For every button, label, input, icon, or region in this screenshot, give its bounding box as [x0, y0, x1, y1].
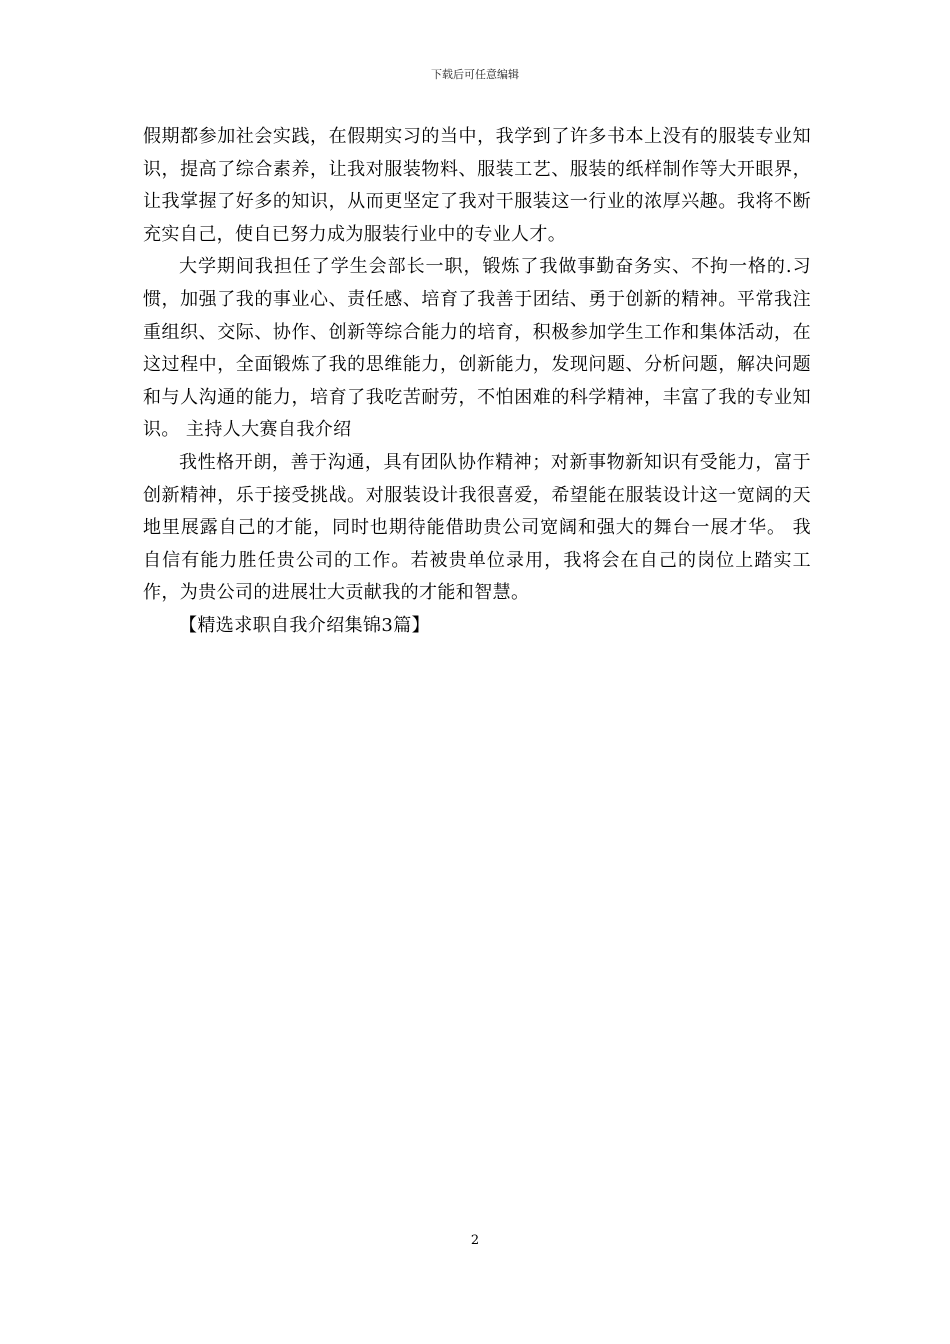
- paragraph-personality: 我性格开朗，善于沟通，具有团队协作精神；对新事物新知识有受能力，富于创新精神，乐于接受挑战。对服装设计我很喜爱，希望能在服装设计这一宽阔的天地里展露自己的才能，同时也期待能借助贵公司宽阔和强大的舞台一展才华。 我自信有能力胜任贵公司的工作。若被贵单位录用，我将会在自己的岗位上踏实工作，为贵公司的进展壮大贡献我的才能和智慧。: [143, 451, 811, 604]
- paragraph-internship: 假期都参加社会实践，在假期实习的当中，我学到了许多书本上没有的服装专业知识，提高了综合素养，让我对服装物料、服装工艺、服装的纸样制作等大开眼界，让我掌握了好多的知识，从而更坚定了我对干服装这一行业的浓厚兴趣。我将不断充实自己，使自已努力成为服装行业中的专业人才。: [143, 126, 811, 245]
- document-body: [143, 121, 811, 643]
- page-number: 2: [470, 1233, 480, 1248]
- paragraph-collection-title: 【精选求职自我介绍集锦3篇】: [179, 614, 431, 636]
- page-header-note: 下载后可任意编辑: [431, 68, 519, 81]
- paragraph-student-union: 大学期间我担任了学生会部长一职，锻炼了我做事勤奋务实、不拘一格的.习惯，加强了我的事业心、责任感、培育了我善于团结、勇于创新的精神。平常我注重组织、交际、协作、创新等综合能力的培育，积极参加学生工作和集体活动，在这过程中，全面锻炼了我的思维能力，创新能力，发现问题、分析问题，解决问题和与人沟通的能力，培育了我吃苦耐劳，不怕困难的科学精神，丰富了我的专业知识。 主持人大赛自我介绍: [143, 256, 811, 441]
